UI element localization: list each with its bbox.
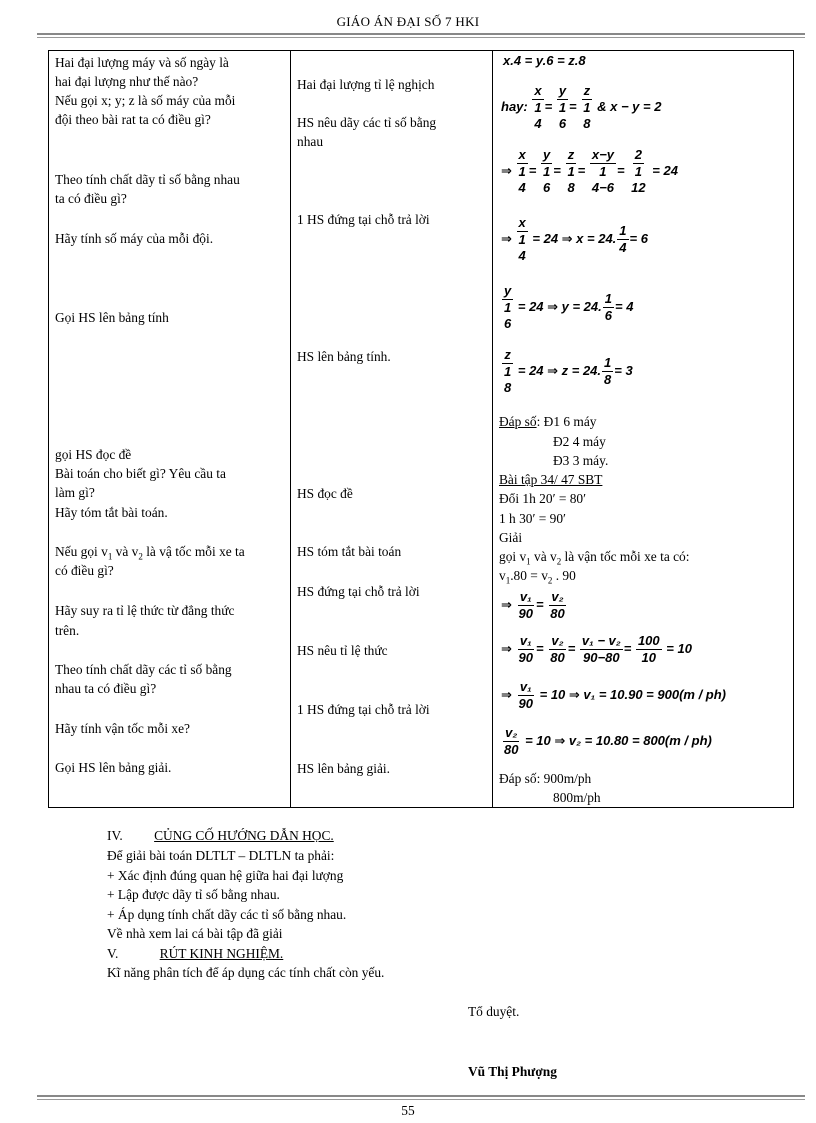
answer-line: Đ3 3 máy. xyxy=(553,453,609,468)
student-line: Hai đại lượng tỉ lệ nghịch xyxy=(297,77,435,92)
teacher-line: Gọi HS lên bảng giải. xyxy=(55,760,172,775)
teacher-line: Hãy suy ra tỉ lệ thức từ đẳng thức xyxy=(55,603,235,618)
equation-velocity-chain: ⇒ $\frac{\text{v₁}}{90}$ = $\frac{\text{v₂}}{80}$ = $\frac{\text{v₁ − v₂}}{90-80}$ = $\frac{100}{10}$ = 10 xyxy=(501,633,692,665)
conversion-line: 1 h 30′ = 90′ xyxy=(499,511,566,526)
footer-rule xyxy=(37,1095,805,1097)
student-line: HS nêu dãy các tỉ số bằng xyxy=(297,115,437,130)
section-iv-line: + Lập được dãy tỉ số bằng nhau. xyxy=(107,887,280,902)
student-line: 1 HS đứng tại chỗ trả lời xyxy=(297,212,430,227)
page-header-title: GIÁO ÁN ĐẠI SỐ 7 HKI xyxy=(336,14,480,29)
teacher-line: Theo tính chất dãy các tỉ số bằng xyxy=(55,662,232,677)
board-column xyxy=(493,51,794,808)
equation-product: x.4 = y.6 = z.8 xyxy=(503,53,586,68)
page-number: 55 xyxy=(401,1103,415,1118)
solution-line: $v_1.80 = v_2$ . 90 xyxy=(499,568,576,586)
exercise-title: Bài tập 34/ 47 SBT xyxy=(499,472,603,487)
teacher-line: Bài toán cho biết gì? Yêu cầu ta xyxy=(55,466,226,481)
student-line: HS lên bảng giải. xyxy=(297,761,390,776)
student-activity-column xyxy=(291,51,493,808)
teacher-activity-column xyxy=(49,51,291,808)
section-iv-line: Về nhà xem lai cá bài tập đã giải xyxy=(107,926,283,941)
equation-y: y 1 6 = 24 ⇒ y = 24. $\frac{1}{6}$ = 4 xyxy=(504,283,634,331)
teacher-line: Hãy tính số máy của mỗi đội. xyxy=(55,231,214,246)
equation-hay: hay: x 1 4 = y 1 6 = z 1 8 & x − y = 2 xyxy=(501,83,662,131)
teacher-line: trên. xyxy=(55,623,80,638)
equation-v2: $\frac{\text{v₂}}{80}$ = 10 ⇒ v₂ = 10.80 = 800(m / ph) xyxy=(504,725,712,757)
teacher-line-velocity: Nếu gọi $v_1$ và $v_2$ là vậ tốc mỗi xe ta xyxy=(55,544,245,562)
student-line: 1 HS đứng tại chỗ trả lời xyxy=(297,702,430,717)
solution-label: Giải xyxy=(499,530,523,545)
teacher-line: Nếu gọi x; y; z là số máy của mỗi xyxy=(55,93,236,108)
footer-rule-thin xyxy=(37,1099,805,1100)
solution-line: gọi $v_1$ và $v_2$ là vận tốc mỗi xe ta có: xyxy=(499,549,690,567)
teacher-line: đội theo bài rat ta có điều gì? xyxy=(55,112,211,127)
equation-x: ⇒ x 1 4 = 24 ⇒ x = 24. $\frac{1}{4}$ = 6 xyxy=(501,215,648,263)
teacher-line: gọi HS đọc đề xyxy=(55,447,132,462)
approval-label: Tổ duyệt. xyxy=(468,1004,520,1019)
student-line: HS tóm tắt bài toán xyxy=(297,544,402,559)
student-line: HS đứng tại chỗ trả lời xyxy=(297,584,420,599)
student-line: HS lên bảng tính. xyxy=(297,349,391,364)
equation-ratio-chain: ⇒ x 1 4 = y 1 6 = z 1 8 = x−y 1 4−6 = 2 1 12 = 24 xyxy=(501,147,678,195)
teacher-line: làm gì? xyxy=(55,485,95,500)
teacher-line: Gọi HS lên bảng tính xyxy=(55,310,169,325)
student-line: HS nêu tỉ lệ thức xyxy=(297,643,388,658)
signer-name: Vũ Thị Phượng xyxy=(468,1064,557,1079)
section-iv-line: Để giải bài toán DLTLT – DLTLN ta phải: xyxy=(107,848,335,863)
conversion-line: Đổi 1h 20′ = 80′ xyxy=(499,491,587,506)
section-iv-heading: IV. CỦNG CỐ HƯỚNG DẪN HỌC. xyxy=(107,828,334,843)
teacher-line: Hãy tóm tắt bài toán. xyxy=(55,505,168,520)
lesson-table xyxy=(48,50,794,808)
section-v-line: Kĩ năng phân tích để áp dụng các tính chất còn yếu. xyxy=(107,965,385,980)
section-iv-line: + Xác định đúng quan hệ giữa hai đại lượng xyxy=(107,868,344,883)
header-rule xyxy=(37,33,805,35)
section-v-heading: V. RÚT KINH NGHIỆM. xyxy=(107,946,284,961)
header-rule-thin xyxy=(37,37,805,38)
equation-v1: ⇒ $\frac{\text{v₁}}{90}$ = 10 ⇒ v₁ = 10.90 = 900(m / ph) xyxy=(501,679,726,711)
section-iv-line: + Áp dụng tính chất dãy các tỉ số bằng nhau. xyxy=(107,907,347,922)
student-line: nhau xyxy=(297,134,324,149)
teacher-line: ta có điều gì? xyxy=(55,191,127,206)
final-answer-line: Đáp số: 900m/ph xyxy=(499,771,592,786)
teacher-line: nhau ta có điều gì? xyxy=(55,681,157,696)
answer-line: Đ2 4 máy xyxy=(553,434,606,449)
teacher-line: hai đại lượng như thế nào? xyxy=(55,74,199,89)
answer-line: Đáp số: Đ1 6 máy xyxy=(499,414,597,429)
teacher-line: Hai đại lượng máy và số ngày là xyxy=(55,55,229,70)
equation-z: z 1 8 = 24 ⇒ z = 24. $\frac{1}{8}$ = 3 xyxy=(504,347,633,395)
teacher-line: Theo tính chất dãy tỉ số bằng nhau xyxy=(55,172,240,187)
teacher-line: có điều gì? xyxy=(55,563,114,578)
student-line: HS đọc đề xyxy=(297,486,353,501)
final-answer-line: 800m/ph xyxy=(553,790,601,805)
teacher-line: Hãy tính vận tốc mỗi xe? xyxy=(55,721,190,736)
equation-proportion: ⇒ $\frac{\text{v₁}}{90}$ = $\frac{\text{v₂}}{80}$ xyxy=(501,589,565,621)
